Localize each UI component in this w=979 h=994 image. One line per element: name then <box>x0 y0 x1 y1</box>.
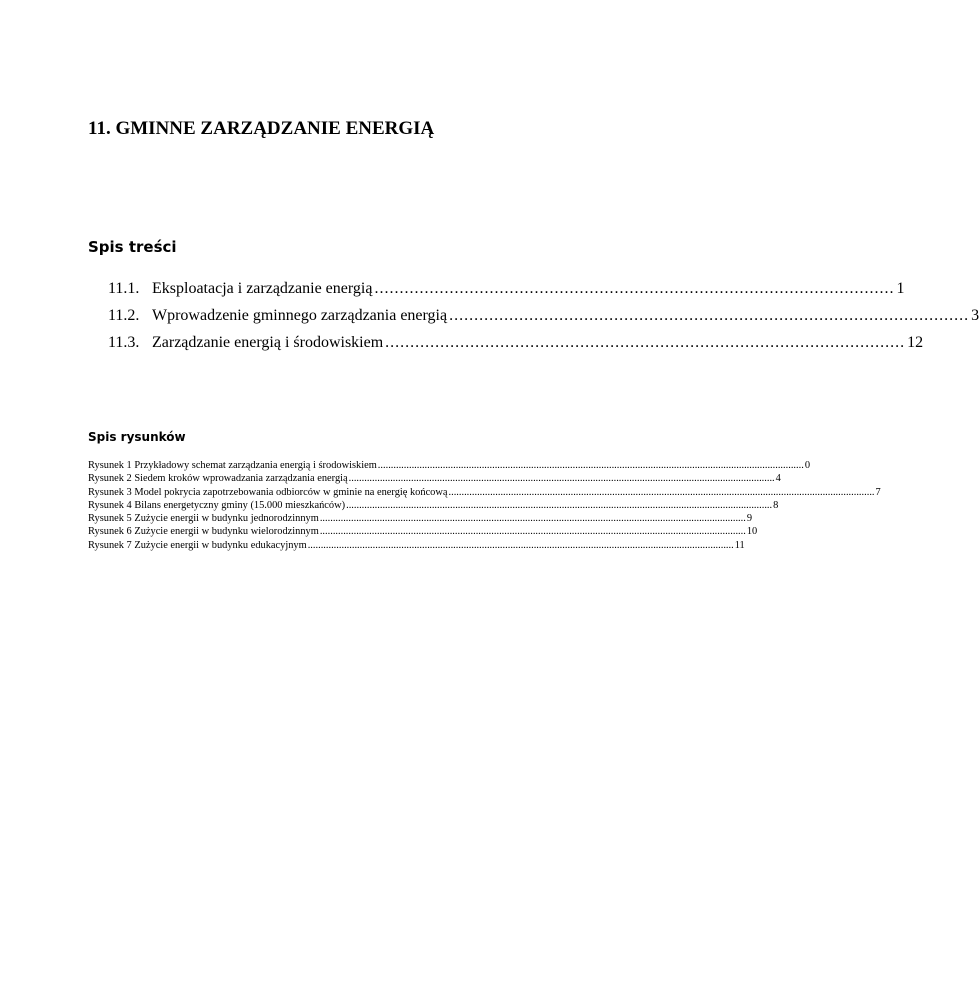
figure-entry-page: 7 <box>875 486 881 498</box>
figure-dot-leader: .................................................................................................................................................................... <box>346 499 773 511</box>
figure-dot-leader: .................................................................................................................................................................... <box>319 513 746 525</box>
figure-entry-text: Rysunek 2 Siedem kroków wprowadzania zarządzania energią <box>88 473 348 485</box>
figure-entry[interactable] <box>88 486 881 500</box>
figure-entry-page: 8 <box>773 499 779 511</box>
figure-entry-page: 10 <box>746 526 758 538</box>
figure-entry-page: 0 <box>804 460 811 471</box>
figure-entry-text: Rysunek 7 Zużycie energii w budynku edukacyjnym <box>88 539 307 551</box>
toc-dot-leader: ........................................................................................................ <box>449 307 970 324</box>
figure-entry[interactable] <box>88 460 811 473</box>
toc-entry-text: Zarządzanie energią i środowiskiem <box>152 334 384 351</box>
toc-dot-leader: ........................................................................................................ <box>374 280 895 297</box>
toc-entry-page: 1 <box>896 280 905 297</box>
figure-dot-leader: .................................................................................................................................................................... <box>319 526 746 538</box>
figure-entry-text: Rysunek 1 Przykładowy schemat zarządzania energią i środowiskiem <box>88 460 377 471</box>
figure-entry-text: Rysunek 4 Bilans energetyczny gminy (15.000 mieszkańców) <box>88 499 346 511</box>
toc-entry-text: Eksploatacja i zarządzanie energią <box>152 280 373 297</box>
figure-entry-page: 9 <box>746 513 753 525</box>
figure-entry[interactable] <box>88 473 781 486</box>
figure-entry[interactable] <box>88 499 779 513</box>
figure-entry-text: Rysunek 3 Model pokrycia zapotrzebowania odbiorców w gminie na energię końcową <box>88 486 448 498</box>
toc-entry[interactable] <box>108 334 924 361</box>
toc-entry-page: 3 <box>971 307 979 324</box>
figures-list <box>88 460 881 553</box>
figure-dot-leader: .................................................................................................................................................................... <box>348 473 775 485</box>
chapter-title: 11. GMINNE ZARZĄDZANIE ENERGIĄ <box>88 118 435 139</box>
figure-dot-leader: .................................................................................................................................................................... <box>377 460 804 471</box>
toc-heading: Spis treści <box>88 238 177 256</box>
figures-heading: Spis rysunków <box>88 430 186 444</box>
toc-entry[interactable] <box>108 307 979 334</box>
figure-entry-text: Rysunek 6 Zużycie energii w budynku wielorodzinnym <box>88 526 319 538</box>
figure-entry-page: 11 <box>734 539 745 551</box>
figure-dot-leader: .................................................................................................................................................................... <box>307 539 734 551</box>
toc-entry-number: 11.2. <box>108 307 140 324</box>
toc-dot-leader: ........................................................................................................ <box>385 334 906 351</box>
toc-entry-number: 11.3. <box>108 334 140 351</box>
figure-entry[interactable] <box>88 526 758 539</box>
figure-entry[interactable] <box>88 539 745 553</box>
figure-entry[interactable] <box>88 513 753 526</box>
figure-dot-leader: .................................................................................................................................................................... <box>448 486 875 498</box>
toc-list <box>108 280 979 361</box>
figure-entry-text: Rysunek 5 Zużycie energii w budynku jednorodzinnym <box>88 513 319 525</box>
toc-entry-page: 12 <box>907 334 924 351</box>
figure-entry-page: 4 <box>775 473 781 485</box>
toc-entry-text: Wprowadzenie gminnego zarządzania energią <box>152 307 448 324</box>
toc-entry-number: 11.1. <box>108 280 140 297</box>
toc-entry[interactable] <box>108 280 905 307</box>
